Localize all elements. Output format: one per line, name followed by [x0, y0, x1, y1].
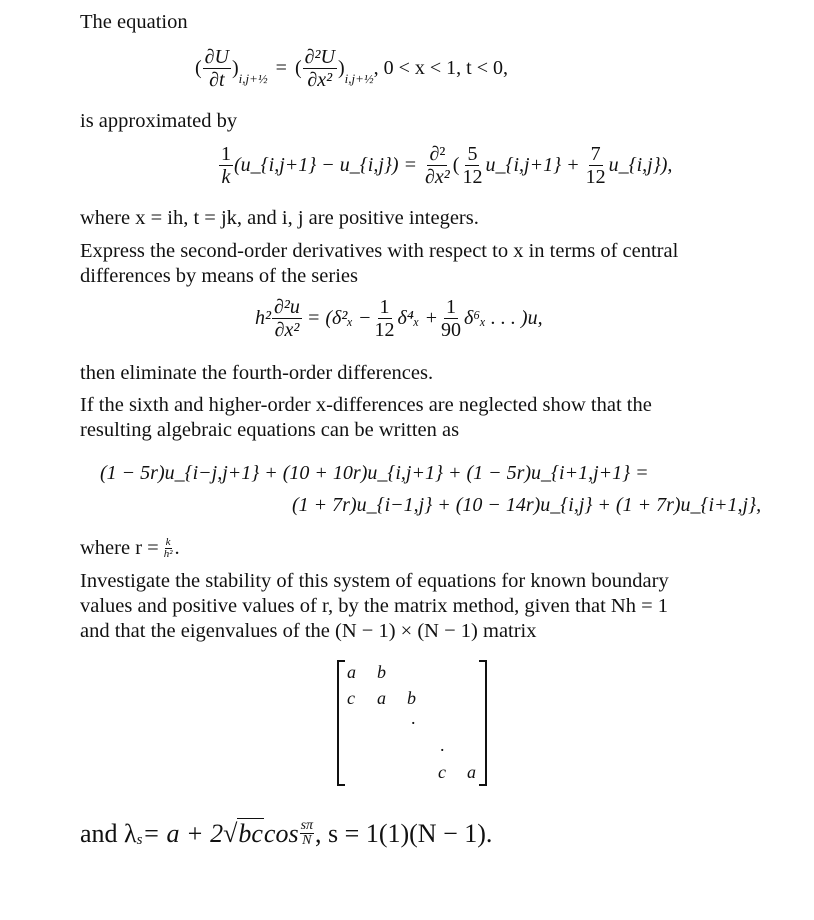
where-r-definition: [80, 536, 180, 560]
eigen-frac-numerator: sπ: [300, 818, 314, 833]
neglect-line-2: resulting algebraic equations can be written as: [80, 419, 460, 441]
matrix-ellipsis-dot: .: [411, 708, 416, 728]
approx-text: is approximated by: [80, 110, 238, 132]
eigen-radicand: bc: [238, 819, 263, 848]
matrix-cell: a: [347, 662, 356, 682]
matrix-cell: a: [377, 688, 386, 708]
eq3-lhs: h²: [255, 307, 271, 329]
eq1-lhs-numerator: ∂U: [204, 46, 229, 68]
express-line-1: Express the second-order derivatives with respect to x in terms of central: [80, 240, 679, 262]
express-line-2: differences by means of the series: [80, 265, 358, 287]
eigenvalue-formula: and λ s = a + 2√ bc cos $\frac{s\pi}{N}$ , s = 1(1)(N − 1).: [80, 818, 493, 848]
eq1-rhs-denominator: ∂x²: [307, 69, 333, 91]
eigen-suffix: , s = 1(1)(N − 1).: [315, 818, 493, 848]
matrix-right-bracket: [479, 660, 487, 786]
matrix-cell: c: [347, 688, 355, 708]
matrix-ellipsis-dot: .: [440, 735, 445, 755]
eq3-c2-denominator: 90: [440, 319, 461, 341]
eigen-frac-denominator: N: [302, 833, 312, 848]
matrix-cell: b: [377, 662, 386, 682]
eq3-rhs-start: = (δ²ₓ −: [306, 307, 372, 329]
eq3-c1-numerator: 1: [379, 296, 390, 318]
equation-algebraic-line-2: (1 + 7r)u_{i−1,j} + (10 − 14r)u_{i,j} + (1 + 7r)u_{i+1,j},: [292, 494, 762, 516]
eq1-rhs-numerator: ∂²U: [304, 46, 335, 68]
matrix-left-bracket: [337, 660, 345, 786]
r-denominator: h²: [163, 547, 173, 560]
eq2-f1-denominator: 12: [462, 166, 483, 188]
r-numerator: k: [165, 535, 171, 548]
investigate-line-1: Investigate the stability of this system of equations for known boundary: [80, 570, 669, 592]
matrix-cell: a: [467, 762, 476, 782]
eq1-domain: , 0 < x < 1, t < 0,: [373, 57, 509, 79]
eigen-mid: = a + 2√: [142, 818, 238, 848]
where-r-suffix: .: [174, 537, 180, 559]
eq3-end: δ⁶ₓ . . . )u,: [463, 307, 543, 329]
eq3-c2-numerator: 1: [445, 296, 456, 318]
investigate-line-3: and that the eigenvalues of the (N − 1) × (N − 1) matrix: [80, 620, 537, 642]
eq3-deriv-numerator: ∂²u: [274, 296, 300, 318]
eigen-prefix: and λ: [80, 818, 137, 848]
eq2-f2-denominator: 12: [585, 166, 606, 188]
neglect-line-1: If the sixth and higher-order x-differences are neglected show that the: [80, 394, 652, 416]
eliminate-text: then eliminate the fourth-order differences.: [80, 362, 434, 384]
eq2-coef-denominator: k: [221, 166, 231, 188]
investigate-line-2: values and positive values of r, by the matrix method, given that Nh = 1: [80, 595, 669, 617]
eq2-operator-denominator: ∂x²: [425, 166, 450, 188]
eq3-deriv-denominator: ∂x²: [274, 319, 300, 341]
matrix-cell: c: [438, 762, 446, 782]
intro-text: The equation: [80, 11, 188, 33]
eq2-coef-numerator: 1: [221, 143, 231, 165]
where-r-prefix: where r =: [80, 537, 159, 559]
eq2-term2: u_{i,j}),: [608, 154, 673, 176]
equation-pde: ( $\frac{\partial U}{\partial t}$ ) i,j+½ = ( $\frac{\text{∂²U}}{\text{∂x²}}$ ) i,j+½ , 0 < x < 1, t < 0,: [195, 46, 509, 91]
tridiagonal-matrix: [337, 660, 487, 785]
eq2-f1-numerator: 5: [467, 143, 478, 165]
where-definition: where x = ih, t = jk, and i, j are positive integers.: [80, 207, 479, 229]
eq2-lhs: (u_{i,j+1} − u_{i,j}) =: [234, 154, 418, 176]
eq3-c1-denominator: 12: [374, 319, 395, 341]
equation-algebraic-line-1: (1 − 5r)u_{i−j,j+1} + (10 + 10r)u_{i,j+1} + (1 − 5r)u_{i+1,j+1} =: [100, 462, 649, 484]
eq1-lhs-denominator: ∂t: [209, 69, 225, 91]
matrix-cell: b: [407, 688, 416, 708]
eq2-term1: u_{i,j+1} +: [485, 154, 580, 176]
equation-series: [255, 296, 543, 341]
eq3-mid: δ⁴ₓ +: [397, 307, 438, 329]
eq2-operator-numerator: ∂²: [429, 143, 446, 165]
eigen-cos: cos: [263, 818, 299, 848]
equation-approximation: $\frac{1}{k}$ (u_{i,j+1} − u_{i,j}) = $\frac{\text{∂²}}{\text{∂x²}}$ ( $\frac{5}{12}$ u_{i,j+1} + $\frac{7}{12}$ u_{i,j}),: [221, 143, 673, 188]
eq2-f2-numerator: 7: [590, 143, 601, 165]
